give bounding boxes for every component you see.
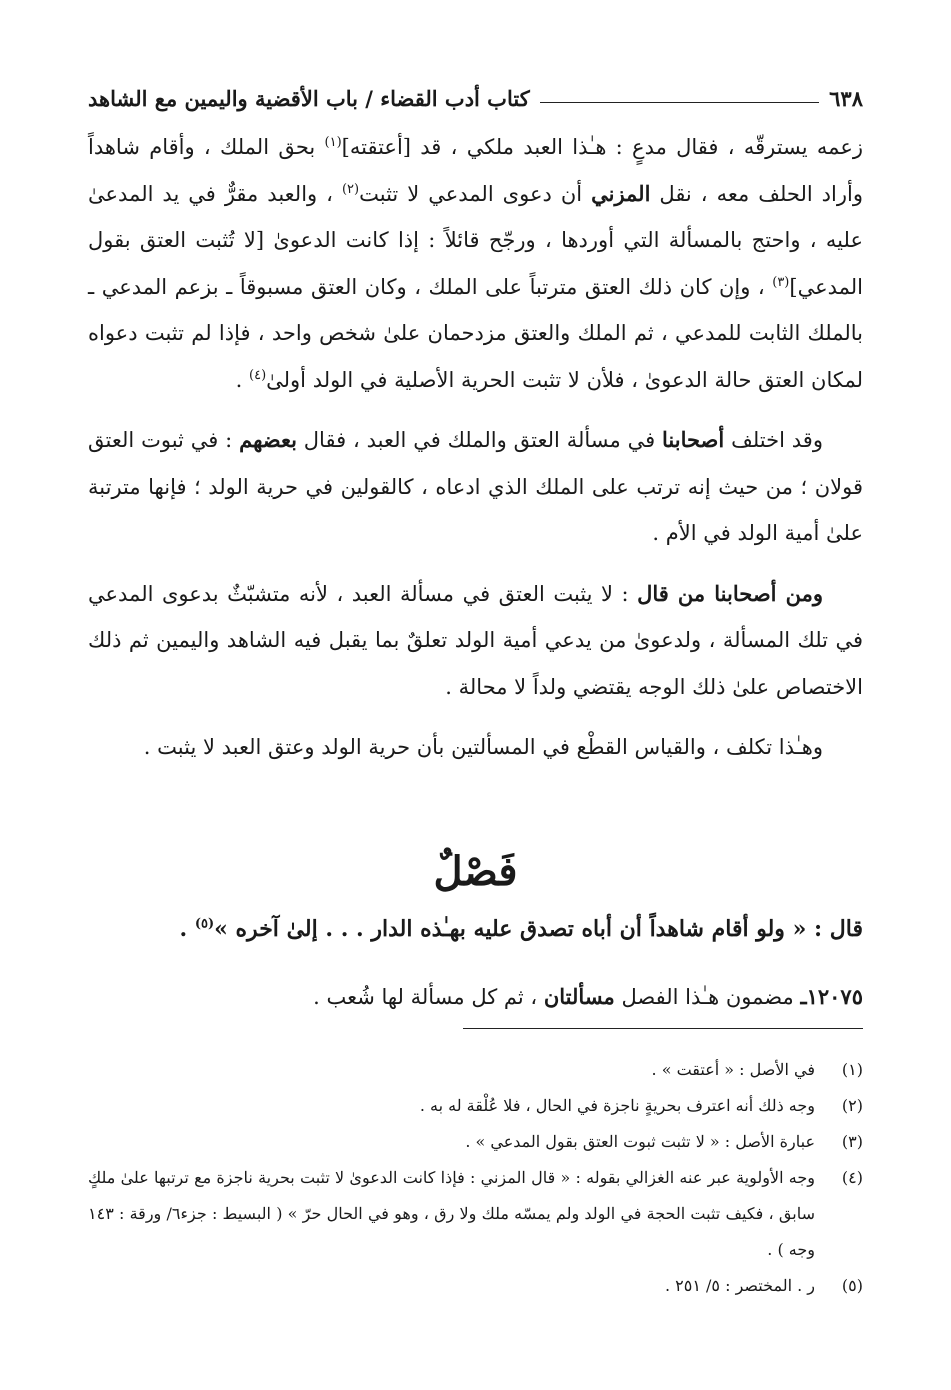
running-title: كتاب أدب القضاء / باب الأقضية واليمين مع الشاهد (88, 85, 530, 111)
bold-name: المزني (591, 180, 651, 206)
footnote (88, 1124, 863, 1160)
text-run: مضمون هـٰذا الفصل (614, 985, 801, 1009)
text-run: زعمه يسترقّه ، فقال مدعٍ : هـٰذا العبد ملكي ، قد [أعتقته] (341, 135, 863, 159)
footnote-ref-3: (٣) (772, 274, 790, 290)
paragraph-2 (88, 417, 863, 557)
footnote (88, 1268, 863, 1304)
text-run: في مسألة العتق والملك في العبد ، فقال (296, 428, 663, 452)
quoted-statement (88, 904, 863, 954)
footnote-number: (٣) (841, 1132, 863, 1151)
bold-term: مسألتان (543, 984, 615, 1009)
header-rule (540, 102, 819, 103)
running-header (88, 78, 863, 118)
text-run: . (235, 367, 249, 392)
main-text (88, 124, 863, 785)
text-run: ، ثم كل مسألة لها شُعب . (313, 985, 544, 1009)
text-run: ، وإن كان ذلك العتق مترتباً على الملك ، وكان العتق مسبوقاً ـ بزعم المدعي ـ بالملك الثابت للمدعي ، ثم الملك والعتق مزدحمان علىٰ شخص واحد ، فإذا لم تثبت دعواه لمكان العتق حالة الدعوىٰ ، فلأن لا تثبت الحرية الأصلية في الولد أولىٰ (88, 274, 863, 392)
footnote-text: وجه ذلك أنه اعترف بحريةٍ ناجزة في الحال ، فلا عُلْقة له به . (419, 1096, 815, 1115)
section-heading-fasl: فَصْلٌ (433, 848, 518, 895)
text-run: بحق الملك ، وأقام شاهداً وأراد الحلف معه ، نقل (88, 135, 863, 206)
footnote-text: عبارة الأصل : « لا تثبت ثبوت العتق بقول المدعي » . (465, 1132, 815, 1151)
footnote-number: (٤) (841, 1168, 863, 1187)
text-run: . (179, 916, 195, 942)
paragraph-4 (88, 724, 863, 771)
page-number: ٦٣٨ (829, 85, 863, 111)
quote-text: قال : « ولو أقام شاهداً أن أباه تصدق عليه بهـٰذه الدار . . . إلىٰ آخره » (214, 916, 863, 942)
footnotes (88, 1052, 863, 1304)
bold-term: ومن أصحابنا من قال (637, 580, 823, 606)
numbered-paragraph (88, 972, 863, 1022)
footnote (88, 1052, 863, 1088)
bold-term: أصحابنا (662, 427, 725, 452)
text-run: وهـٰذا تكلف ، والقياس القطْع في المسألتين بأن حرية الولد وعتق العبد لا يثبت . (143, 735, 823, 759)
footnote-ref-4: (٤) (249, 367, 267, 383)
text-run: وقد اختلف (724, 428, 823, 452)
footnote-number: (٢) (841, 1096, 863, 1115)
text-run: : في ثبوت العتق قولان ؛ من حيث إنه ترتب على الملك الذي ادعاه ، كالقولين في حرية الولد ؛ فإنها مترتبة علىٰ أمية الولد في الأم . (88, 428, 863, 545)
text-run: : لا يثبت العتق في مسألة العبد ، لأنه متشبّثٌ بدعوى المدعي في تلك المسألة ، ولدعوىٰ من يدعي أمية الولد تعلقٌ بما يقبل فيه الشاهد واليمين ثم ذلك الاختصاص علىٰ ذلك الوجه يقتضي ولداً لا محالة . (88, 581, 863, 699)
footnote (88, 1160, 863, 1268)
paragraph-1 (88, 124, 863, 403)
footnote-text: في الأصل : « أعتقت » . (651, 1060, 815, 1079)
paragraph-number: ١٢٠٧٥ـ (800, 984, 863, 1009)
footnote-ref-2: (٢) (341, 181, 360, 197)
paragraph-3 (88, 571, 863, 711)
footnote-number: (١) (841, 1060, 863, 1079)
footnote-ref-5: (٥) (194, 916, 215, 932)
bold-term: بعضهم (239, 427, 297, 452)
footnote-separator (463, 1028, 863, 1029)
footnote-text: ر . المختصر : ٥/ ٢٥١ . (664, 1276, 815, 1295)
footnote-number: (٥) (841, 1276, 863, 1295)
footnote (88, 1088, 863, 1124)
text-run: ، والعبد مقرٌّ في يد المدعىٰ عليه ، واحتج بالمسألة التي أوردها ، ورجّح قائلاً : إذا كانت الدعوىٰ [لا تُثبت العتق بقول المدعي] (88, 181, 863, 299)
footnote-text: وجه الأولوية عبر عنه الغزالي بقوله : « قال المزني : فإذا كانت الدعوىٰ لا تثبت بحرية ناجزة مع ترتبها علىٰ ملكٍ سابق ، فكيف تثبت الحجة في الولد ولم يمسّه ملك ولا رق ، وهو في الحال حرّ » ( البسيط : جزء٦/ ورقة : ١٤٣ وجه ) . (88, 1168, 815, 1259)
footnote-ref-1: (١) (324, 135, 342, 150)
text-run: أن دعوى المدعي لا تثبت (359, 181, 592, 206)
